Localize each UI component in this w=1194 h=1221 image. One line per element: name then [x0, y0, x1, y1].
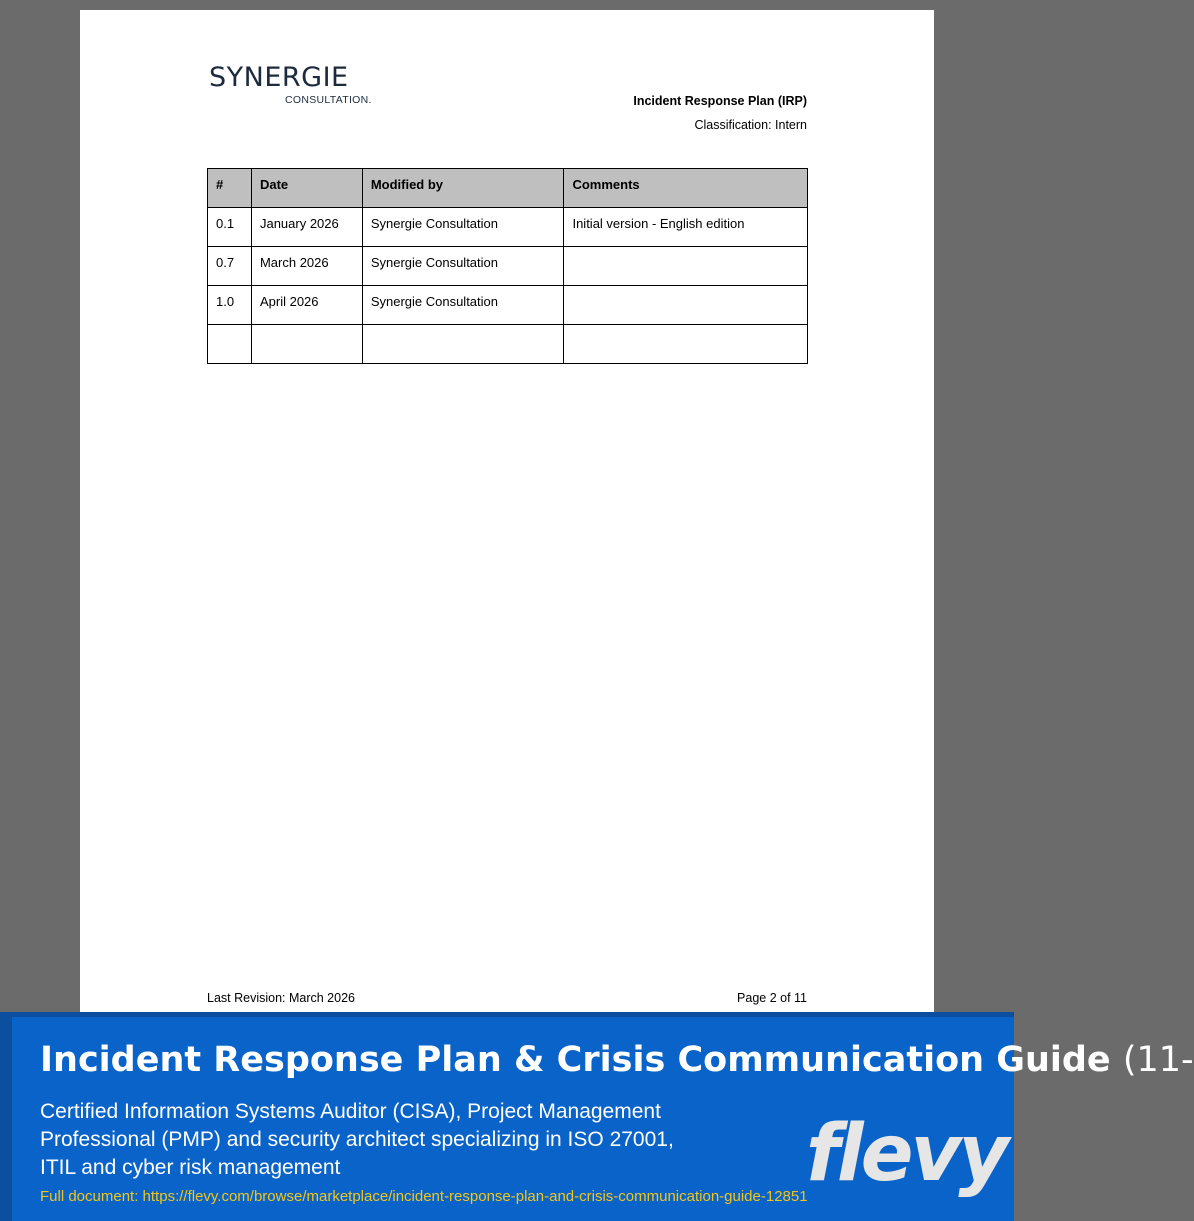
banner-description: Certified Information Systems Auditor (CISA), Project Management Professional (PMP) and security architect specializing in ISO 27001, ITIL and cyber risk management [40, 1100, 674, 1179]
logo-main-text: SYNERGIE [209, 62, 349, 93]
cell-modified-by: Synergie Consultation [362, 286, 564, 325]
cell-date: March 2026 [251, 247, 362, 286]
document-page [80, 10, 934, 1016]
promo-banner [0, 1012, 1194, 1221]
table-row [208, 325, 808, 364]
header-date: Date [251, 169, 362, 208]
document-title: Incident Response Plan (IRP) [633, 94, 807, 108]
table-row [208, 208, 808, 247]
footer-page-number: Page 2 of 11 [737, 991, 807, 1005]
banner-title-suffix: (11- [1122, 1040, 1194, 1080]
header-number: # [208, 169, 252, 208]
banner-title [40, 1040, 1194, 1080]
banner-left-edge [0, 1012, 12, 1221]
cell-comments [564, 325, 808, 364]
company-logo [209, 64, 389, 112]
cell-comments: Initial version - English edition [564, 208, 808, 247]
banner-top-border [0, 1012, 1014, 1017]
cell-modified-by: Synergie Consultation [362, 208, 564, 247]
cell-date: January 2026 [251, 208, 362, 247]
cell-date: April 2026 [251, 286, 362, 325]
cell-comments [564, 247, 808, 286]
footer-last-revision: Last Revision: March 2026 [207, 991, 355, 1005]
full-document-link[interactable]: Full document: https://flevy.com/browse/marketplace/incident-response-plan-and-crisis-communication-guide-12851 [40, 1188, 808, 1205]
cell-number: 1.0 [208, 286, 252, 325]
cell-comments [564, 286, 808, 325]
cell-number: 0.1 [208, 208, 252, 247]
logo-sub-text: CONSULTATION. [285, 94, 372, 106]
table-row [208, 247, 808, 286]
table-header-row [208, 169, 808, 208]
revision-table [207, 168, 808, 364]
flevy-logo: flevy [806, 1109, 1007, 1199]
cell-modified-by [362, 325, 564, 364]
header-comments: Comments [564, 169, 808, 208]
cell-modified-by: Synergie Consultation [362, 247, 564, 286]
table-row [208, 286, 808, 325]
cell-date [251, 325, 362, 364]
classification-label: Classification: Intern [694, 118, 807, 132]
header-modified-by: Modified by [362, 169, 564, 208]
cell-number [208, 325, 252, 364]
cell-number: 0.7 [208, 247, 252, 286]
banner-title-text: Incident Response Plan & Crisis Communication Guide [40, 1040, 1111, 1080]
